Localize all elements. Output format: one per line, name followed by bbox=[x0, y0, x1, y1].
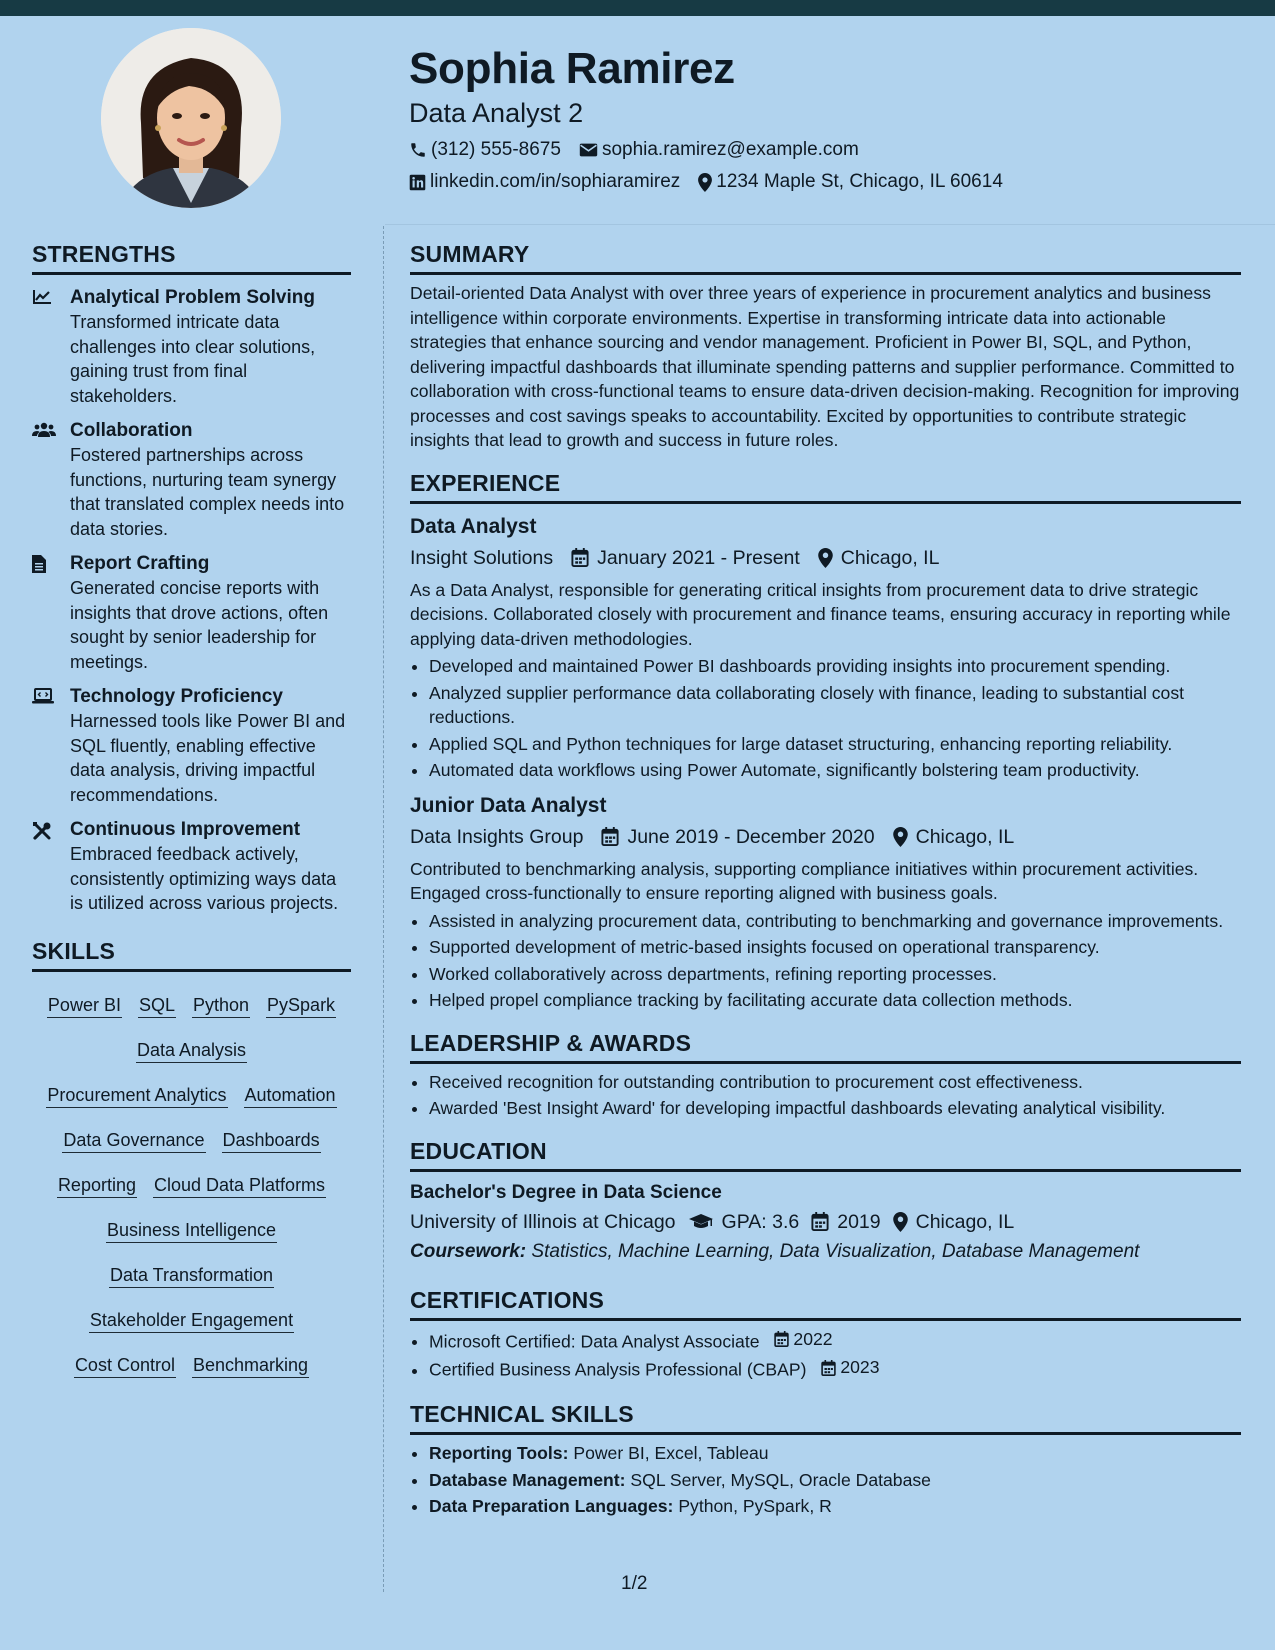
job-location: Chicago, IL bbox=[915, 825, 1015, 848]
skill-tag: PySpark bbox=[266, 994, 336, 1018]
leadership-bullet: • Awarded 'Best Insight Award' for developing impactful dashboards elevating analytical visibility. bbox=[429, 1096, 1241, 1121]
skill-tag: Automation bbox=[244, 1084, 337, 1108]
job-bullet: • Helped propel compliance tracking by facilitating accurate data collection methods. bbox=[429, 988, 1241, 1013]
laptop-code-icon bbox=[32, 688, 54, 704]
skill-tag: Data Analysis bbox=[136, 1039, 247, 1063]
skill-tag: Power BI bbox=[47, 994, 122, 1018]
job-title: Data Analyst bbox=[410, 514, 537, 538]
technical-skills-heading: TECHNICAL SKILLS bbox=[410, 1398, 1241, 1435]
job-location: Chicago, IL bbox=[840, 546, 940, 569]
strength-item bbox=[32, 419, 351, 541]
education-school: University of Illinois at Chicago bbox=[410, 1210, 676, 1233]
education-coursework bbox=[410, 1238, 1241, 1266]
education-gpa-group bbox=[688, 1208, 800, 1236]
job-bullet: • Assisted in analyzing procurement data, contributing to benchmarking and governance improvements. bbox=[429, 909, 1241, 934]
skill-tag: Business Intelligence bbox=[106, 1219, 277, 1243]
job-title: Junior Data Analyst bbox=[410, 793, 607, 817]
skill-tag: SQL bbox=[138, 994, 176, 1018]
map-pin-icon bbox=[893, 827, 908, 847]
strength-text: Generated concise reports with insights that drove actions, often sought by senior leadership for meetings. bbox=[70, 578, 329, 672]
header-divider bbox=[385, 224, 1275, 225]
education-degree: Bachelor's Degree in Data Science bbox=[410, 1181, 722, 1203]
job-dates: June 2019 - December 2020 bbox=[627, 825, 875, 848]
job-bullet: • Supported development of metric-based insights focused on operational transparency. bbox=[429, 935, 1241, 960]
leadership-heading: LEADERSHIP & AWARDS bbox=[410, 1027, 1241, 1064]
job-location-group bbox=[818, 544, 940, 572]
phone-text: (312) 555-8675 bbox=[431, 139, 561, 160]
strength-item bbox=[32, 552, 351, 674]
contact-line-1 bbox=[409, 136, 1249, 164]
tools-icon bbox=[32, 821, 52, 841]
address-contact bbox=[698, 168, 1003, 196]
certifications-list bbox=[410, 1327, 1241, 1383]
strength-title: Collaboration bbox=[70, 420, 193, 441]
map-pin-icon bbox=[818, 548, 833, 568]
certification-item bbox=[429, 1355, 1241, 1382]
certification-year: 2022 bbox=[793, 1328, 833, 1349]
document-icon bbox=[32, 555, 46, 573]
strengths-heading: STRENGTHS bbox=[32, 238, 351, 275]
envelope-icon bbox=[579, 142, 598, 158]
technical-skills-list bbox=[410, 1441, 1241, 1519]
skill-tag: Procurement Analytics bbox=[46, 1084, 227, 1108]
coursework-label: Coursework: bbox=[410, 1240, 527, 1262]
strength-title: Report Crafting bbox=[70, 553, 210, 574]
certification-name: Microsoft Certified: Data Analyst Associate bbox=[429, 1330, 760, 1351]
strength-title: Technology Proficiency bbox=[70, 686, 283, 707]
education-meta bbox=[410, 1208, 1241, 1236]
job-dates: January 2021 - Present bbox=[597, 546, 800, 569]
job-meta bbox=[410, 823, 1241, 851]
coursework-text: Statistics, Machine Learning, Data Visualization, Database Management bbox=[531, 1240, 1140, 1262]
job-bullet: • Applied SQL and Python techniques for large dataset structuring, enhancing reporting reliability. bbox=[429, 732, 1241, 757]
technical-skill-item bbox=[429, 1441, 1241, 1466]
technical-skill-value: SQL Server, MySQL, Oracle Database bbox=[630, 1469, 931, 1490]
skill-tag: Data Governance bbox=[62, 1129, 205, 1153]
map-pin-icon bbox=[893, 1212, 908, 1232]
skill-tag: Data Transformation bbox=[109, 1264, 274, 1288]
email-contact[interactable] bbox=[579, 136, 859, 164]
job-meta bbox=[410, 544, 1241, 572]
left-column bbox=[32, 238, 351, 1389]
job-bullet: • Worked collaboratively across departments, refining reporting processes. bbox=[429, 962, 1241, 987]
strength-text: Harnessed tools like Power BI and SQL fluently, enabling effective data analysis, driving impactful recommendations. bbox=[70, 711, 346, 805]
job-bullet: • Analyzed supplier performance data collaborating closely with finance, leading to substantial cost reductions. bbox=[429, 681, 1241, 730]
job-location-group bbox=[893, 823, 1015, 851]
technical-skill-item bbox=[429, 1494, 1241, 1519]
linkedin-contact[interactable] bbox=[409, 168, 680, 196]
certifications-heading: CERTIFICATIONS bbox=[410, 1284, 1241, 1321]
leadership-bullets bbox=[410, 1070, 1241, 1121]
contact-line-2 bbox=[409, 168, 1249, 196]
strength-item bbox=[32, 685, 351, 807]
technical-skill-item bbox=[429, 1468, 1241, 1493]
skill-tag: Dashboards bbox=[222, 1129, 321, 1153]
skills-tag-cloud bbox=[32, 984, 351, 1389]
calendar-icon bbox=[571, 548, 589, 567]
skills-heading: SKILLS bbox=[32, 935, 351, 972]
strength-item bbox=[32, 818, 351, 916]
education-year-group bbox=[811, 1208, 880, 1236]
linkedin-icon bbox=[409, 174, 426, 191]
skill-tag: Reporting bbox=[57, 1174, 137, 1198]
technical-skill-label: Reporting Tools: bbox=[429, 1443, 569, 1463]
phone-icon bbox=[409, 141, 427, 159]
job-description: As a Data Analyst, responsible for generating critical insights from procurement data to drive strategic decisions. Collaborated closely with procurement and finance teams, ensuring accuracy in reporting while applying data-driven methodologies. bbox=[410, 579, 1231, 649]
technical-skill-value: Power BI, Excel, Tableau bbox=[573, 1443, 769, 1463]
email-text: sophia.ramirez@example.com bbox=[601, 139, 859, 160]
skill-tag: Stakeholder Engagement bbox=[89, 1309, 294, 1333]
certification-name: Certified Business Analysis Professional (CBAP) bbox=[429, 1359, 807, 1380]
job-description: Contributed to benchmarking analysis, supporting compliance initiatives within procurement activities. Engaged cross-functionally to ensure reporting aligned with business goals. bbox=[410, 858, 1199, 903]
job-bullets bbox=[410, 654, 1241, 783]
resume-header bbox=[409, 40, 1249, 196]
map-pin-icon bbox=[698, 173, 712, 192]
job-company: Data Insights Group bbox=[410, 825, 584, 848]
strength-item bbox=[32, 286, 351, 408]
technical-skill-value: Python, PySpark, R bbox=[678, 1496, 832, 1516]
job-company: Insight Solutions bbox=[410, 546, 554, 569]
calendar-icon bbox=[821, 1360, 836, 1376]
job-bullet: • Automated data workflows using Power Automate, significantly bolstering team productivity. bbox=[429, 758, 1241, 783]
job-dates-group bbox=[601, 823, 874, 851]
technical-skill-label: Database Management: bbox=[429, 1469, 626, 1490]
top-accent-bar bbox=[0, 0, 1275, 16]
summary-heading: SUMMARY bbox=[410, 238, 1241, 275]
strength-title: Analytical Problem Solving bbox=[70, 287, 315, 308]
candidate-title: Data Analyst 2 bbox=[409, 98, 584, 128]
education-heading: EDUCATION bbox=[410, 1135, 1241, 1172]
skill-tag: Cost Control bbox=[74, 1354, 176, 1378]
certification-item bbox=[429, 1327, 1241, 1354]
certification-year: 2023 bbox=[840, 1357, 880, 1378]
strength-text: Embraced feedback actively, consistently optimizing ways data is utilized across various projects. bbox=[70, 844, 339, 913]
job-bullets bbox=[410, 909, 1241, 1013]
job-dates-group bbox=[571, 544, 800, 572]
calendar-icon bbox=[601, 827, 619, 846]
strength-title: Continuous Improvement bbox=[70, 819, 301, 840]
education-location-group bbox=[893, 1208, 1015, 1236]
leadership-bullet: • Received recognition for outstanding contribution to procurement cost effectiveness. bbox=[429, 1070, 1241, 1095]
calendar-icon bbox=[811, 1212, 829, 1231]
education-year: 2019 bbox=[837, 1210, 881, 1233]
technical-skill-label: Data Preparation Languages: bbox=[429, 1496, 674, 1516]
skill-tag: Python bbox=[192, 994, 250, 1018]
strength-text: Transformed intricate data challenges into clear solutions, gaining trust from final stakeholders. bbox=[70, 312, 316, 406]
candidate-name: Sophia Ramirez bbox=[409, 44, 735, 93]
job-entry bbox=[410, 791, 1241, 1013]
address-text: 1234 Maple St, Chicago, IL 60614 bbox=[716, 171, 1003, 192]
right-column bbox=[410, 238, 1241, 1521]
column-divider bbox=[383, 226, 384, 1592]
education-gpa: GPA: 3.6 bbox=[721, 1210, 800, 1233]
profile-photo bbox=[101, 28, 281, 208]
job-bullet: • Developed and maintained Power BI dashboards providing insights into procurement spending. bbox=[429, 654, 1241, 679]
chart-line-icon bbox=[32, 289, 52, 305]
job-entry bbox=[410, 512, 1241, 783]
summary-text: Detail-oriented Data Analyst with over three years of experience in procurement analytics and business intelligence within corporate environments. Expertise in transforming intricate data into actionable strategies that enhance sourcing and vendor management. Proficient in Power BI, SQL, and Python, delivering impactful dashboards that illuminate spending patterns and supplier performance. Committed to collaboration with cross-functional teams to ensure data-driven decision-making. Recognition for improving processes and cost savings speaks to accountability. Excited by opportunities to contribute strategic insights that lead to growth and success in future roles. bbox=[410, 283, 1240, 450]
calendar-icon bbox=[774, 1331, 789, 1347]
experience-heading: EXPERIENCE bbox=[410, 467, 1241, 504]
users-icon bbox=[32, 422, 56, 438]
education-location: Chicago, IL bbox=[915, 1210, 1015, 1233]
skill-tag: Cloud Data Platforms bbox=[153, 1174, 326, 1198]
graduation-cap-icon bbox=[688, 1213, 714, 1231]
phone-contact[interactable] bbox=[409, 136, 561, 164]
strength-text: Fostered partnerships across functions, nurturing team synergy that translated complex needs into data stories. bbox=[70, 445, 345, 539]
linkedin-text: linkedin.com/in/sophiaramirez bbox=[430, 171, 681, 192]
skill-tag: Benchmarking bbox=[192, 1354, 309, 1378]
page-number: 1/2 bbox=[621, 1573, 648, 1594]
